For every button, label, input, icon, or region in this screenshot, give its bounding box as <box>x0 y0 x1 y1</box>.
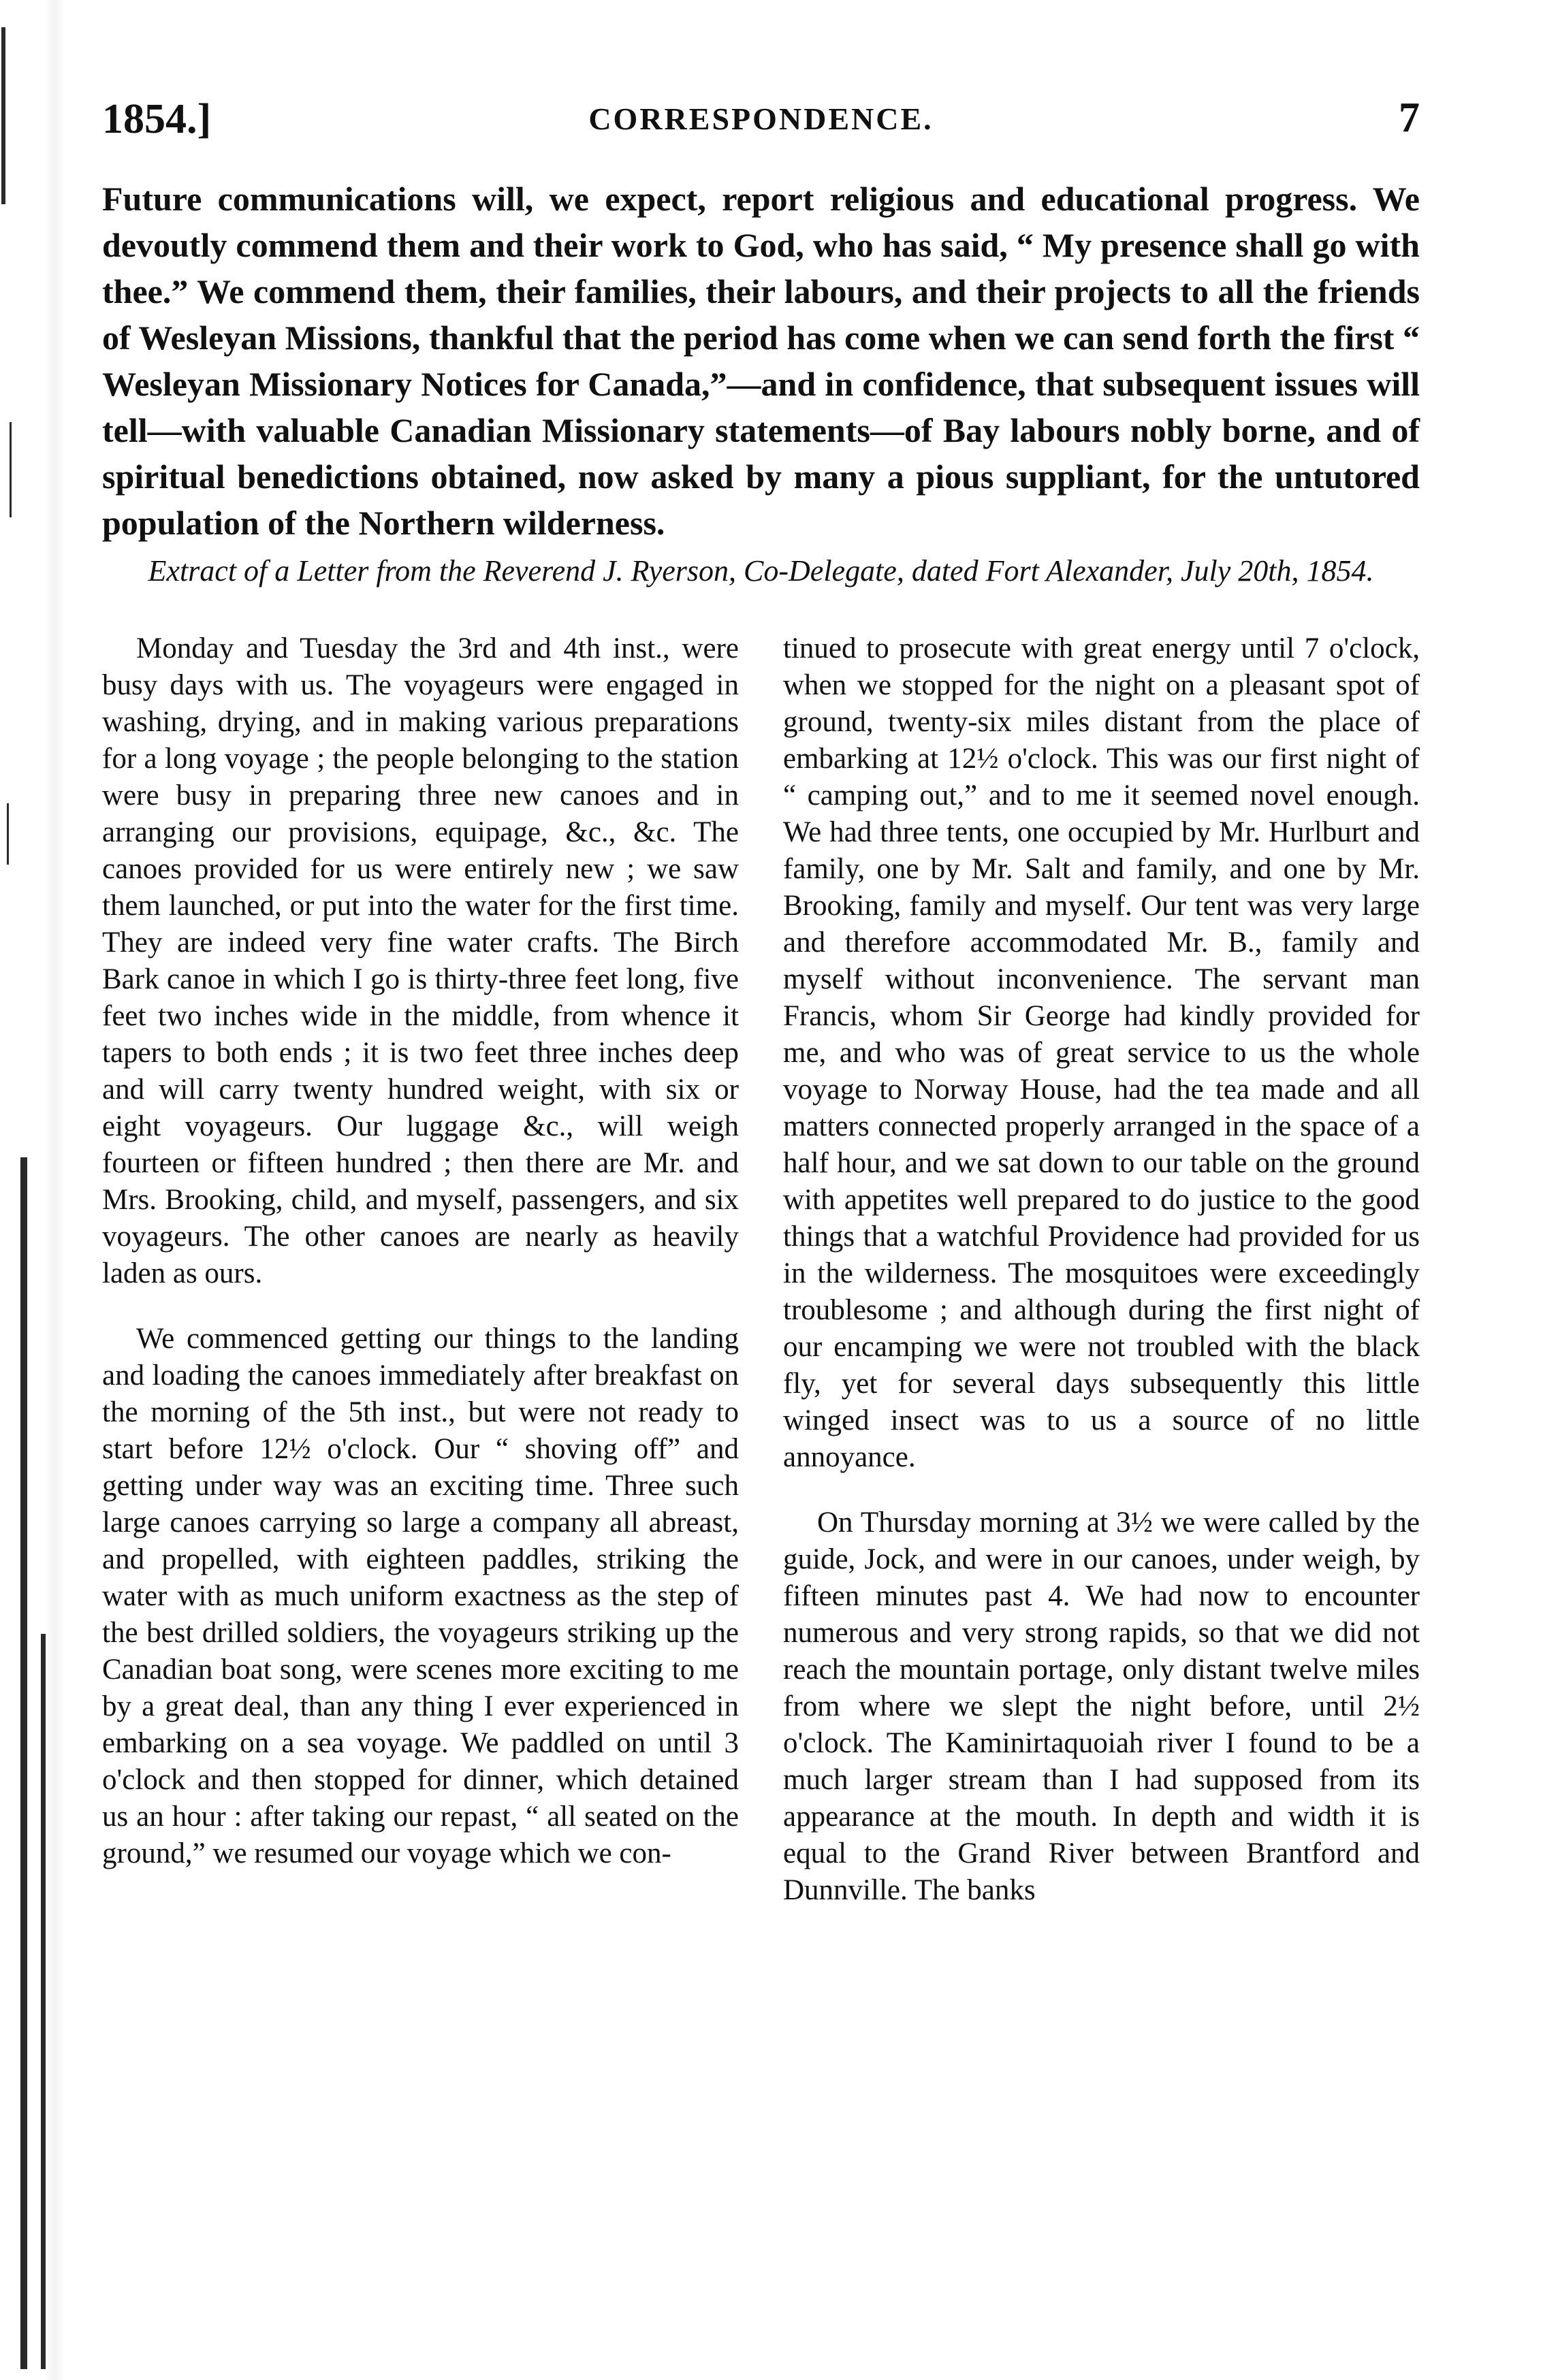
intro-paragraph: Future communications will, we expect, report religious and educational progress. We devoutly commend them and their work to God, who has said, “ My presence shall go with thee.” We commend them, their families, their labours, and their projects to all the friends of Wesleyan Missions, thankful that the period has come when we can send forth the first “ Wesleyan Missionary Notices for Canada,”—and in confidence, that subsequent issues will tell—with valuable Canadian Missionary statements—of Bay labours nobly borne, and of spiritual benedictions obtained, now asked by many a pious suppliant, for the untutored population of the Northern wilderness. <box>102 180 1420 542</box>
scan-edge-mark <box>41 1634 46 2369</box>
left-column <box>102 630 739 1909</box>
document-page <box>102 89 1420 1909</box>
scan-edge-mark <box>10 422 12 517</box>
right-column <box>783 630 1420 1909</box>
letter-extract-heading: Extract of a Letter from the Reverend J. Ryerson, Co-Delegate, dated Fort Alexander, July 20th, 1854. <box>148 554 1374 588</box>
scan-binding-edge <box>0 0 65 2380</box>
left-column-paragraph: We commenced getting our things to the landing and loading the canoes immediately after breakfast on the morning of the 5th inst., but were not ready to start before 12½ o'clock. Our “ shoving off” and getting under way was an exciting time. Three such large canoes carrying so large a company all abreast, and propelled, with eighteen paddles, striking the water with as much uniform exactness as the step of the best drilled soldiers, the voyageurs striking up the Canadian boat song, were scenes more exciting to me by a great deal, than any thing I ever experienced in embarking on a sea voyage. We paddled on until 3 o'clock and then stopped for dinner, which detained us an hour : after taking our repast, “ all seated on the ground,” we resumed our voyage which we con- <box>102 1323 739 1869</box>
running-head-title: CORRESPONDENCE. <box>588 101 934 136</box>
right-column-paragraph: tinued to prosecute with great energy until 7 o'clock, when we stopped for the night on a pleasant spot of ground, twenty-six miles distant from the place of embarking at 12½ o'clock. This was our first night of “ camping out,” and to me it seemed novel enough. We had three tents, one occupied by Mr. Hurlburt and family, one by Mr. Salt and family, and one by Mr. Brooking, family and myself. Our tent was very large and therefore accommodated Mr. B., family and myself without inconvenience. The servant man Francis, whom Sir George had kindly provided for me, and who was of great service to us the whole voyage to Norway House, had the tea made and all matters connected properly arranged in the space of a half hour, and we sat down to our table on the ground with appetites well prepared to do justice to the good things that a watchful Providence had provided for us in the wilderness. The mosquitoes were exceedingly troublesome ; and although during the first night of our encamping we were not troubled with the black fly, yet for several days subsequently this little winged insect was to us a source of no little annoyance. <box>783 632 1420 1473</box>
running-head-year: 1854.] <box>102 96 212 142</box>
right-column-paragraph: On Thursday morning at 3½ we were called by the guide, Jock, and were in our canoes, under weigh, by fifteen minutes past 4. We had now to encounter numerous and very strong rapids, so that we did not reach the mountain portage, only distant twelve miles from where we slept the night before, until 2½ o'clock. The Kaminirtaquoiah river I found to be a much larger stream than I had supposed from its appearance at the mouth. In depth and width it is equal to the Grand River between Brantford and Dunnville. The banks <box>783 1507 1420 1906</box>
scan-edge-mark <box>20 1157 27 2369</box>
running-head <box>102 89 1420 150</box>
body-columns <box>102 630 1420 1909</box>
scan-edge-mark <box>7 803 9 865</box>
left-column-paragraph: Monday and Tuesday the 3rd and 4th inst., were busy days with us. The voyageurs were engaged in washing, drying, and in making various preparations for a long voyage ; the people belonging to the station were busy in preparing three new canoes and in arranging our provisions, equipage, &c., &c. The canoes provided for us were entirely new ; we saw them launched, or put into the water for the first time. They are indeed very fine water crafts. The Birch Bark canoe in which I go is thirty-three feet long, five feet two inches wide in the middle, from whence it tapers to both ends ; it is two feet three inches deep and will carry twenty hundred weight, with six or eight voyageurs. Our luggage &c., will weigh fourteen or fifteen hundred ; then there are Mr. and Mrs. Brooking, child, and myself, passengers, and six voyageurs. The other canoes are nearly as heavily laden as ours. <box>102 632 739 1289</box>
scan-edge-mark <box>1 27 5 204</box>
page-number: 7 <box>1399 95 1420 141</box>
